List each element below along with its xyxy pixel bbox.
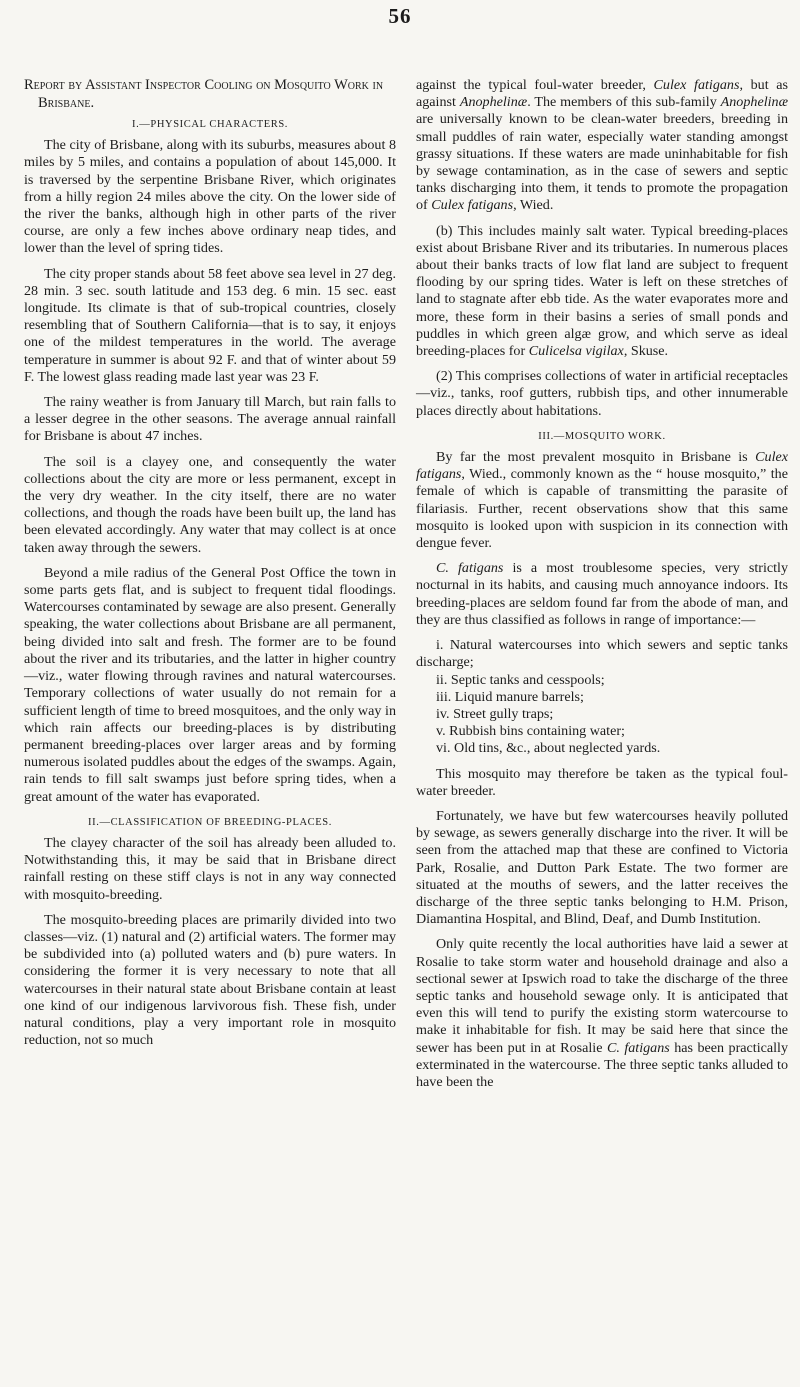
- text-run: , Skuse.: [623, 343, 669, 360]
- paragraph: The soil is a clayey one, and consequently the water collections about the city are more or less permanent, except in the very dry weather. In the city itself, there are no water collections, and though the roads have been built up, the land has been elevated accordingly. Any water that may collect is at once taken away through the sewers.: [24, 453, 396, 556]
- left-column: [24, 76, 396, 1057]
- species-name: Culex fatigans: [416, 449, 788, 483]
- text-run: (b) This includes mainly salt water. Typical breeding-places exist about Brisbane River and its tributaries. In numerous places about their banks tracts of low flat land are subject to frequent flooding by our spring tides. Water is left on these stretches of land to stagnate after ebb tide. As the water evaporates more and more, these form in their basins a series of small ponds and puddles in which green algæ grow, and which serve as ideal breeding-places for: [416, 222, 788, 360]
- text-run: are universally known to be clean-water breeders, breeding in small puddles of rain water, especially water standing amongst grassy situations. If these waters are made uninhabitable for fish by sewage contamination, as in the case of sewers and septic tanks discharging into them, it tends to promote the propagation of: [416, 111, 788, 214]
- list-item: iii. Liquid manure barrels;: [436, 688, 584, 705]
- breeding-places-list: [416, 637, 788, 757]
- paragraph: Fortunately, we have but few watercourses heavily polluted by sewage, as sewers generally discharge into the river. It will be seen from the attached map that these are confined to Victoria Park, Rosalie, and Dutton Park Estate. The two former are situated at the mouths of sewers, and the latter receives the discharge of the three septic tanks belonging to H.M. Prison, Diamantina Hospital, and Blind, Deaf, and Dumb Institution.: [416, 807, 788, 928]
- species-name: Anophelinæ: [459, 94, 528, 111]
- paragraph-continued: [416, 77, 788, 215]
- text-run: . The members of this sub-family: [527, 94, 721, 111]
- text-run: is a most troublesome species, very strictly nocturnal in its habits, and causing much annoyance indoors. Its breeding-places are seldom found far from the abode of man, and they are thus classified as follows in range of importance:—: [416, 560, 788, 628]
- paragraph: The city of Brisbane, along with its suburbs, measures about 8 miles by 5 miles, and contains a population of about 145,000. It is traversed by the serpentine Brisbane River, which originates from a hilly region 24 miles above the city. On the lower side of the river the banks, although high in other parts of the river course, are only a few inches above ordinary neap tides, and lower than the level of spring tides.: [24, 137, 396, 257]
- species-name: Anophelinæ: [720, 94, 788, 111]
- list-item: i. Natural watercourses into which sewers and septic tanks discharge;: [416, 637, 788, 671]
- text-run: By far the most prevalent mosquito in Brisbane is: [436, 449, 756, 466]
- paragraph: Beyond a mile radius of the General Post Office the town in some parts gets flat, and is subject to frequent tidal floodings. Watercourses contaminated by sewage are also present. Generally speaking, the water collections about Brisbane are all permanent, being divided into salt and fresh. The former are to be found about the river and its tributaries, and the latter in higher country—viz., water flowing through ravines and natural watercourses. Temporary collections of water usually do not remain for a sufficient length of time to breed mosquitoes, and the only way in which rain affects our breeding-places is by distributing permanent breeding-places over larger areas and by forming numerous isolated puddles about the edges of the swamps. Again, rain tends to fill salt swamps just before spring tides, when a great amount of the water has evaporated.: [24, 564, 396, 805]
- text-run: against the typical foul-water breeder,: [416, 77, 654, 93]
- paragraph: The city proper stands about 58 feet above sea level in 27 deg. 28 min. 3 sec. south latitude and 153 deg. 6 min. 15 sec. east longitude. Its climate is that of sub-tropical countries, closely resembling that of Southern California—that is to say, it enjoys one of the mildest temperatures in the world. The average temperature in summer is about 92 F. and that of winter about 59 F. The lowest glass reading made last year was 23 F.: [24, 265, 396, 385]
- text-run: has been practically exterminated in the watercourse. The three septic tanks alluded to have been the: [416, 1039, 789, 1090]
- paragraph: The rainy weather is from January till March, but rain falls to a lesser degree in the other seasons. The average annual rainfall for Brisbane is about 47 inches.: [24, 394, 396, 445]
- species-name: C. fatigans: [606, 1039, 670, 1056]
- report-title: Report by Assistant Inspector Cooling on Mosquito Work in Brisbane.: [24, 77, 384, 111]
- paragraph: [416, 936, 788, 1091]
- paragraph: The clayey character of the soil has already been alluded to. Notwithstanding this, it may be said that in Brisbane direct rainfall resting on these stiff clays is not in any way connected with mosquito-breeding.: [24, 834, 396, 903]
- species-name: Culex fatigans: [431, 197, 514, 214]
- paragraph: This mosquito may therefore be taken as the typical foul-water breeder.: [416, 765, 788, 799]
- section-heading-classification: II.—CLASSIFICATION OF BREEDING-PLACES.: [88, 816, 332, 828]
- paragraph: [416, 223, 788, 361]
- right-column: [416, 77, 788, 1099]
- species-name: Culex fatigans: [653, 77, 740, 93]
- species-name: C. fatigans: [436, 560, 504, 577]
- list-item: v. Rubbish bins containing water;: [436, 723, 625, 740]
- paragraph: [416, 449, 788, 552]
- paragraph: The mosquito-breeding places are primarily divided into two classes—viz. (1) natural and (2) artificial waters. The former may be subdivided into (a) polluted waters and (b) pure waters. In considering the former it is very necessary to note that all watercourses in their natural state about Brisbane contain at least one kind of our indigenous larvivorous fish. These fish, under natural conditions, play a very important role in mosquito reduction, not so much: [24, 911, 396, 1049]
- text-run: Only quite recently the local authorities have laid a sewer at Rosalie to take storm water and household drainage and also a sectional sewer at Ipswich road to take the discharge of the three septic tanks and household sewage only. It is anticipated that even this will tend to purify the existing storm watercourse to make it inhabitable for fish. It may be said here that since the sewer has been put in at Rosalie: [416, 936, 788, 1056]
- page-number: 56: [388, 4, 412, 28]
- text-run: , Wied., commonly known as the “ house mosquito,” the female of which is capable of transmitting the parasite of filariasis. Further, recent observations show that this same mosquito is looked upon with suspicion in its connection with dengue fever.: [416, 466, 788, 552]
- section-heading-mosquito-work: III.—MOSQUITO WORK.: [538, 430, 666, 442]
- species-name: Culicelsa vigilax: [528, 343, 624, 360]
- paragraph: (2) This comprises collections of water in artificial receptacles—viz., tanks, roof gutters, rubbish tips, and other innumerable places directly about habitations.: [416, 368, 788, 419]
- list-item: ii. Septic tanks and cesspools;: [436, 671, 605, 688]
- list-item: iv. Street gully traps;: [436, 705, 554, 722]
- paragraph: [416, 560, 788, 629]
- text-run: , but as against: [416, 77, 788, 111]
- section-heading-physical: I.—PHYSICAL CHARACTERS.: [131, 119, 289, 130]
- list-item: vi. Old tins, &c., about neglected yards.: [436, 740, 661, 757]
- text-run: , Wied.: [513, 197, 554, 214]
